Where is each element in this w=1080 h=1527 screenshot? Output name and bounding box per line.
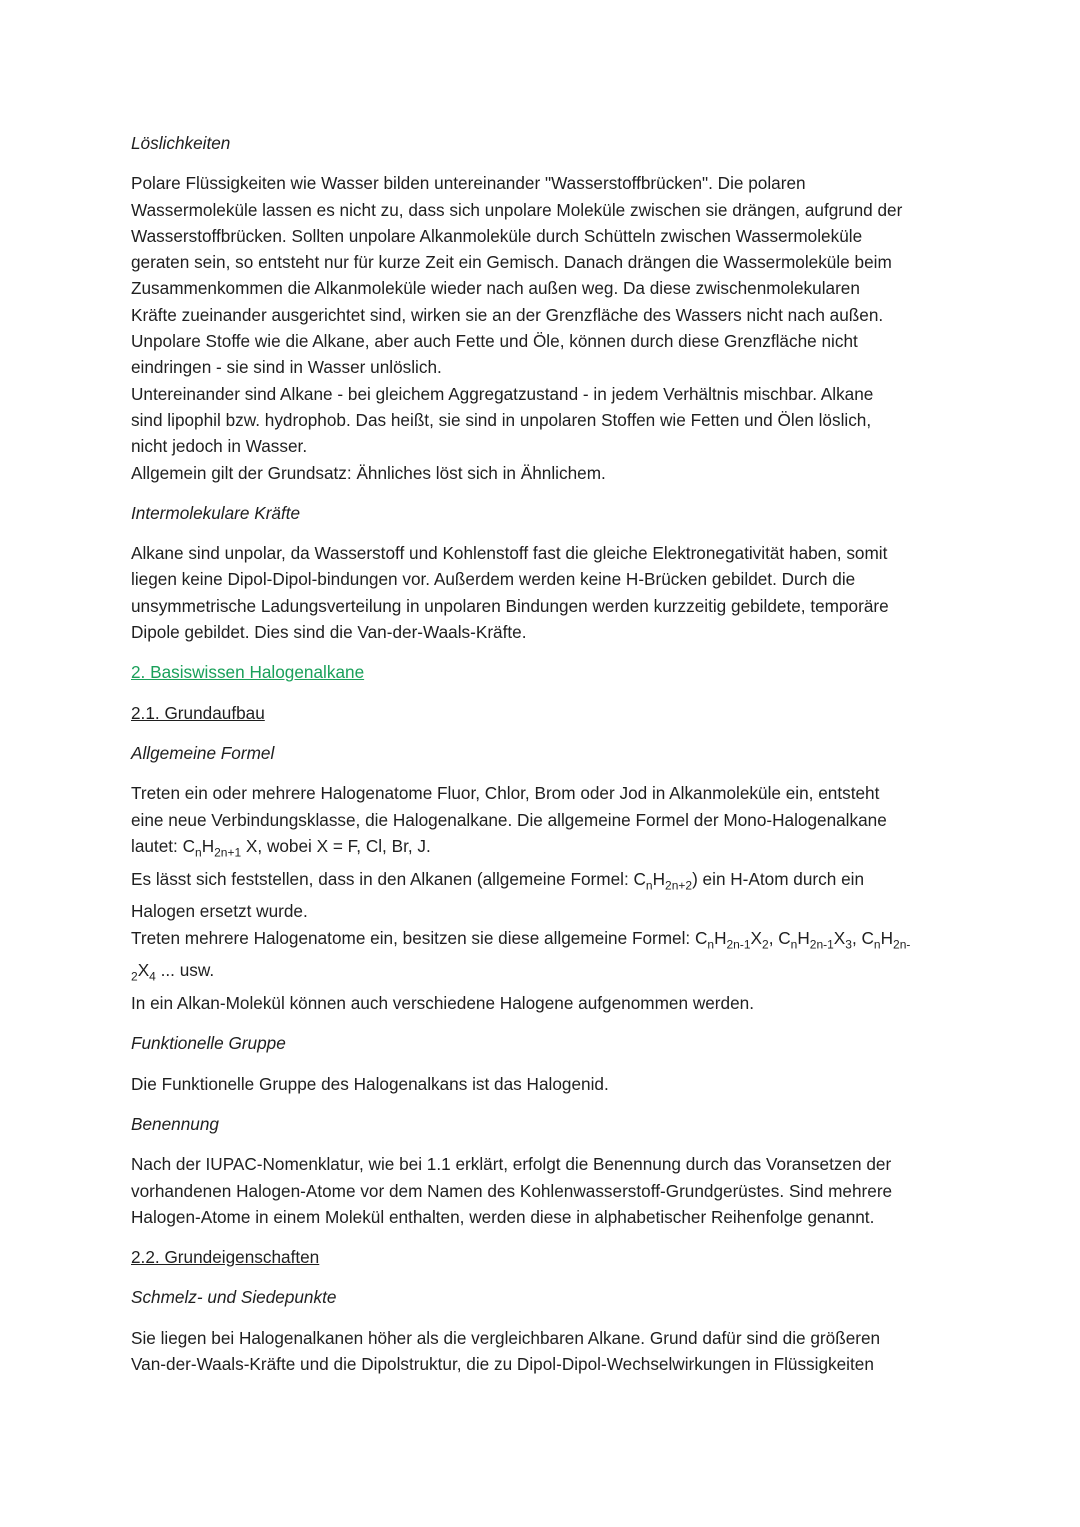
document-content bbox=[131, 130, 949, 1391]
text-line: sind lipophil bzw. hydrophob. Das heißt, sie sind in unpolaren Stoffen wie Fetten und Ölen löslich, bbox=[131, 409, 872, 430]
text-line: Untereinander sind Alkane - bei gleichem Aggregatzustand - in jedem Verhältnis mischbar. Alkane bbox=[131, 383, 874, 404]
subscript: n bbox=[873, 937, 881, 952]
text-line: Halogen ersetzt wurde. bbox=[131, 901, 308, 922]
subscript: 4 bbox=[149, 969, 156, 984]
formula-line-alkane bbox=[131, 866, 949, 899]
formula-line-multi-continued bbox=[131, 957, 949, 990]
text-fragment: H bbox=[201, 835, 215, 856]
subscript: n bbox=[645, 878, 653, 892]
heading-benennung: Benennung bbox=[131, 1113, 219, 1134]
paragraph-funktionelle-gruppe bbox=[131, 1071, 949, 1097]
subsection-title-grundaufbau: 2.1. Grundaufbau bbox=[131, 702, 265, 723]
heading-schmelz-siedepunkte: Schmelz- und Siedepunkte bbox=[131, 1287, 337, 1308]
subscript: n bbox=[195, 845, 202, 860]
paragraph-loeslichkeiten bbox=[131, 170, 949, 486]
subscript: 2 bbox=[131, 969, 138, 984]
text-fragment: lautet: C bbox=[131, 835, 196, 856]
text-line: eindringen - sie sind in Wasser unlöslich. bbox=[131, 357, 442, 378]
subscript: 2 bbox=[762, 937, 769, 952]
formula-line-multi bbox=[131, 925, 949, 958]
text-line: Polare Flüssigkeiten wie Wasser bilden untereinander "Wasserstoffbrücken". Die polaren bbox=[131, 173, 806, 194]
subscript: 2n- bbox=[893, 937, 911, 952]
text-fragment: H bbox=[797, 927, 810, 948]
section-link-basiswissen-halogenalkane[interactable]: 2. Basiswissen Halogenalkane bbox=[131, 662, 365, 683]
text-line: geraten sein, so entsteht nur für kurze Zeit ein Gemisch. Danach drängen die Wassermoleküle beim bbox=[131, 252, 892, 273]
text-fragment: Treten mehrere Halogenatome ein, besitzen sie diese allgemeine Formel: C bbox=[131, 927, 708, 948]
text-line: Allgemein gilt der Grundsatz: Ähnliches löst sich in Ähnlichem. bbox=[131, 462, 606, 483]
text-line: Die Funktionelle Gruppe des Halogenalkans ist das Halogenid. bbox=[131, 1073, 609, 1094]
text-fragment: , C bbox=[851, 927, 874, 948]
heading-intermolekulare-kraefte: Intermolekulare Kräfte bbox=[131, 502, 301, 523]
text-line: Unpolare Stoffe wie die Alkane, aber auch Fette und Öle, können durch diese Grenzfläche nicht bbox=[131, 331, 858, 352]
paragraph-schmelz-siedepunkte bbox=[131, 1325, 949, 1378]
text-line: unsymmetrische Ladungsverteilung in unpolaren Bindungen werden kurzzeitig gebildete, temporäre bbox=[131, 595, 889, 616]
text-line: Zusammenkommen die Alkanmoleküle wieder nach außen weg. Da diese zwischenmolekularen bbox=[131, 278, 860, 299]
text-line: Treten ein oder mehrere Halogenatome Fluor, Chlor, Brom oder Jod in Alkanmoleküle ein, entsteht bbox=[131, 783, 880, 804]
text-fragment: , C bbox=[768, 927, 791, 948]
text-line: vorhandenen Halogen-Atome vor dem Namen des Kohlenwasserstoff-Grundgerüstes. Sind mehrere bbox=[131, 1180, 893, 1201]
text-fragment: ... usw. bbox=[155, 960, 215, 981]
text-fragment: X bbox=[137, 960, 150, 981]
heading-loeslichkeiten: Löslichkeiten bbox=[131, 133, 231, 153]
text-fragment: X, wobei X = F, Cl, Br, J. bbox=[241, 835, 431, 856]
text-line: Alkane sind unpolar, da Wasserstoff und Kohlenstoff fast die gleiche Elektronegativität haben, somit bbox=[131, 543, 888, 564]
formula-line-mono bbox=[131, 833, 949, 866]
text-fragment: X bbox=[750, 927, 762, 948]
paragraph-intermolekulare-kraefte bbox=[131, 540, 949, 645]
subscript: 2n-1 bbox=[726, 937, 751, 952]
subsection-title-grundeigenschaften: 2.2. Grundeigenschaften bbox=[131, 1247, 320, 1268]
text-fragment: Es lässt sich feststellen, dass in den Alkanen (allgemeine Formel: C bbox=[131, 868, 646, 889]
paragraph-benennung bbox=[131, 1151, 949, 1230]
text-fragment: H bbox=[652, 868, 666, 889]
text-fragment: X bbox=[833, 927, 846, 948]
text-line: Van-der-Waals-Kräfte und die Dipolstruktur, die zu Dipol-Dipol-Wechselwirkungen in Flüssigkeiten bbox=[131, 1354, 874, 1375]
text-line: Wassermoleküle lassen es nicht zu, dass sich unpolare Moleküle zwischen sie drängen, aufgrund der bbox=[131, 199, 903, 220]
text-line: Halogen-Atome in einem Molekül enthalten, werden diese in alphabetischer Reihenfolge genannt. bbox=[131, 1206, 875, 1227]
heading-allgemeine-formel: Allgemeine Formel bbox=[131, 742, 275, 763]
subscript: 3 bbox=[845, 937, 852, 952]
subscript: n bbox=[707, 937, 715, 952]
text-line: nicht jedoch in Wasser. bbox=[131, 436, 308, 457]
text-line: eine neue Verbindungsklasse, die Halogenalkane. Die allgemeine Formel der Mono-Halogenalkane bbox=[131, 809, 887, 830]
text-fragment: H bbox=[714, 927, 727, 948]
text-line: Kräfte zueinander ausgerichtet sind, wirken sie an der Grenzfläche des Wassers nicht nach außen. bbox=[131, 304, 884, 325]
text-line: In ein Alkan-Molekül können auch verschiedene Halogene aufgenommen werden. bbox=[131, 993, 754, 1014]
subscript: n bbox=[790, 937, 798, 952]
text-fragment: H bbox=[880, 927, 894, 948]
heading-funktionelle-gruppe: Funktionelle Gruppe bbox=[131, 1033, 286, 1054]
text-line: Sie liegen bei Halogenalkanen höher als die vergleichbaren Alkane. Grund dafür sind die größeren bbox=[131, 1327, 881, 1348]
text-line: liegen keine Dipol-Dipol-bindungen vor. Außerdem werden keine H-Brücken gebildet. Durch die bbox=[131, 569, 856, 590]
text-line: Dipole gebildet. Dies sind die Van-der-Waals-Kräfte. bbox=[131, 622, 527, 643]
paragraph-allgemeine-formel bbox=[131, 780, 949, 1016]
subscript: 2n-1 bbox=[809, 937, 834, 952]
text-fragment: ) ein H-Atom durch ein bbox=[692, 868, 865, 889]
text-line: Wasserstoffbrücken. Sollten unpolare Alkanmoleküle durch Schütteln zwischen Wassermoleküle bbox=[131, 225, 863, 246]
subscript: 2n+2 bbox=[665, 878, 693, 892]
text-line: Nach der IUPAC-Nomenklatur, wie bei 1.1 erklärt, erfolgt die Benennung durch das Voransetzen der bbox=[131, 1154, 892, 1175]
subscript: 2n+1 bbox=[214, 845, 242, 860]
